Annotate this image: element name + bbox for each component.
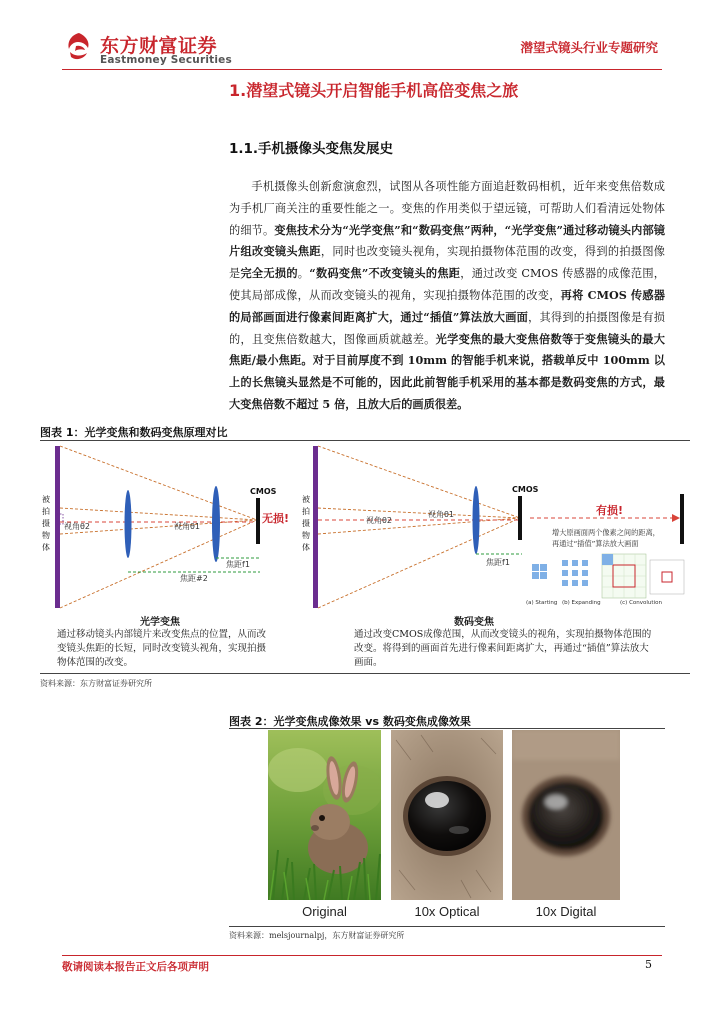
footer-disclaimer: 敬请阅读本报告正文后各项声明 bbox=[62, 961, 209, 973]
left-object-bar bbox=[55, 446, 60, 608]
brand-name-en: Eastmoney Securities bbox=[100, 54, 232, 66]
pixel-grid-starting bbox=[532, 564, 547, 579]
left-view-angle-2: 视角θ2 bbox=[64, 522, 90, 531]
right-object-bar bbox=[313, 446, 318, 608]
optical-zoom-desc: 通过移动镜头内部镜片来改变焦点的位置，从而改变镜头焦距的长短，同时改变镜头视角，实现拍摄物体范围的改变。 bbox=[57, 629, 267, 668]
report-series-tag: 潜望式镜头行业专题研究 bbox=[520, 40, 658, 55]
left-cmos-label: CMOS bbox=[250, 487, 277, 496]
body-paragraph bbox=[229, 176, 665, 416]
subcaption-a: (a) Starting bbox=[526, 600, 558, 606]
figure1-top-rule bbox=[40, 440, 690, 441]
paragraph-run: 光学变焦的最大变焦倍数等于变焦镜头的最大焦距/最小焦距。对于目前厚度不到 10mm 的智能手机来说，搭载单反中 100mm 以上的长焦镜头显然是不可能的，因此此前智能手机采用的基本都是数码变焦的方式，最大变焦倍数不超过 5 倍，且放大后的画质很差。 bbox=[229, 331, 665, 411]
digital-zoom-title: 数码变焦 bbox=[454, 617, 494, 628]
paragraph-run: 完全无损的 bbox=[240, 266, 298, 281]
figure1-caption: 图表 1：光学变焦和数码变焦原理对比 bbox=[40, 426, 228, 439]
paragraph-run: 再将 CMOS 传感器的局部画面进行像素间距离扩大，通过“插值”算法放大画面 bbox=[229, 287, 665, 324]
figure2-bottom-rule bbox=[229, 926, 665, 927]
left-lossless-label: 无损! bbox=[262, 512, 290, 525]
subcaption-b: (b) Expanding bbox=[562, 600, 601, 606]
right-lossy-label: 有损! bbox=[596, 504, 624, 517]
right-focal-1: 焦距f1 bbox=[486, 558, 510, 567]
footer-divider bbox=[62, 955, 662, 956]
left-focal-1: 焦距f1 bbox=[226, 560, 250, 569]
pixel-grid-expanding bbox=[562, 560, 588, 586]
left-lens-2 bbox=[212, 486, 220, 562]
right-cmos-label: CMOS bbox=[512, 485, 539, 494]
optical-zoom-eye-image bbox=[391, 730, 503, 900]
right-object-label: 被拍摄物体 bbox=[302, 495, 310, 552]
figure1-source: 资料来源：东方财富证券研究所 bbox=[40, 679, 152, 688]
figure1-bottom-rule bbox=[40, 673, 690, 674]
page-number: 5 bbox=[645, 958, 652, 971]
label-digital: 10x Digital bbox=[535, 904, 597, 919]
left-object-label: 被拍摄物体 bbox=[42, 495, 50, 552]
pixel-grid-convolution bbox=[602, 554, 684, 598]
left-view-angle-1: 视角θ1 bbox=[174, 522, 200, 531]
header-divider bbox=[62, 69, 662, 70]
right-note: 增大原画面两个像素之间的距离， 再通过“插值”算法放大画面 bbox=[552, 528, 660, 548]
label-optical: 10x Optical bbox=[414, 904, 480, 919]
paragraph-run: 手机摄像头创新愈演愈烈，试图从各项性能方面追赶数码相机，近年来变焦倍数成为手机厂商关注的重要性能之一。变焦的作用类似于望远镜，可帮助人们看清远处物体的细节。 bbox=[229, 180, 665, 237]
paragraph-run: 变焦技术分为“光学变焦”和“数码变焦”两种，“光学变焦”通过移动镜头内部镜片组改变镜头焦距 bbox=[229, 222, 665, 259]
right-rays bbox=[318, 446, 520, 608]
paragraph-run: 。 bbox=[297, 267, 310, 281]
figure1-diagram bbox=[40, 442, 700, 614]
paragraph-run: “数码变焦”不改变镜头的焦距 bbox=[309, 266, 461, 281]
subsection-heading: 1.1.手机摄像头变焦发展史 bbox=[229, 141, 394, 157]
right-lens bbox=[473, 486, 480, 554]
figure2-top-rule bbox=[229, 728, 665, 729]
brand-name-cn: 东方财富证券 bbox=[100, 35, 218, 57]
digital-zoom-eye-image bbox=[512, 730, 620, 900]
right-view-angle-1: 视角θ1 bbox=[428, 510, 454, 519]
digital-zoom-desc: 通过改变CMOS成像范围，从而改变镜头的视角，实现拍摄物体范围的改变。将得到的画面首先进行像素间距离扩大，再通过“插值”算法放大画面。 bbox=[354, 629, 652, 668]
right-cmos-bar bbox=[518, 496, 522, 540]
paragraph-run: ，同时也改变镜头视角，实现拍摄物体范围的改变，得到的拍摄图像是 bbox=[229, 245, 665, 281]
figure2-caption: 图表 2：光学变焦成像效果 vs 数码变焦成像效果 bbox=[229, 715, 471, 728]
paragraph-run: ，通过改变 CMOS 传感器的成像范围，使其局部成像，从而改变镜头的视角，实现拍摄物体范围的改变， bbox=[229, 267, 665, 302]
left-cmos-bar bbox=[256, 498, 260, 544]
section-heading: 1.潜望式镜头开启智能手机高倍变焦之旅 bbox=[229, 81, 519, 100]
brand-logo-icon bbox=[62, 30, 96, 64]
figure2-source: 资料来源：melsjournalpj，东方财富证券研究所 bbox=[229, 931, 405, 940]
original-rabbit-image bbox=[268, 730, 381, 900]
paragraph-run: ，其得到的拍摄图像是有损的，且变焦倍数越大，图像画质就越差。 bbox=[229, 310, 665, 346]
left-lens-1 bbox=[125, 490, 132, 558]
optical-zoom-title: 光学变焦 bbox=[140, 617, 180, 628]
right-enlarged-sensor bbox=[680, 494, 684, 544]
left-focal-2: 焦距#2 bbox=[180, 574, 208, 583]
right-view-angle-2: 视角θ2 bbox=[366, 516, 392, 525]
label-original: Original bbox=[302, 904, 347, 919]
subcaption-c: (c) Convolution bbox=[620, 600, 662, 606]
